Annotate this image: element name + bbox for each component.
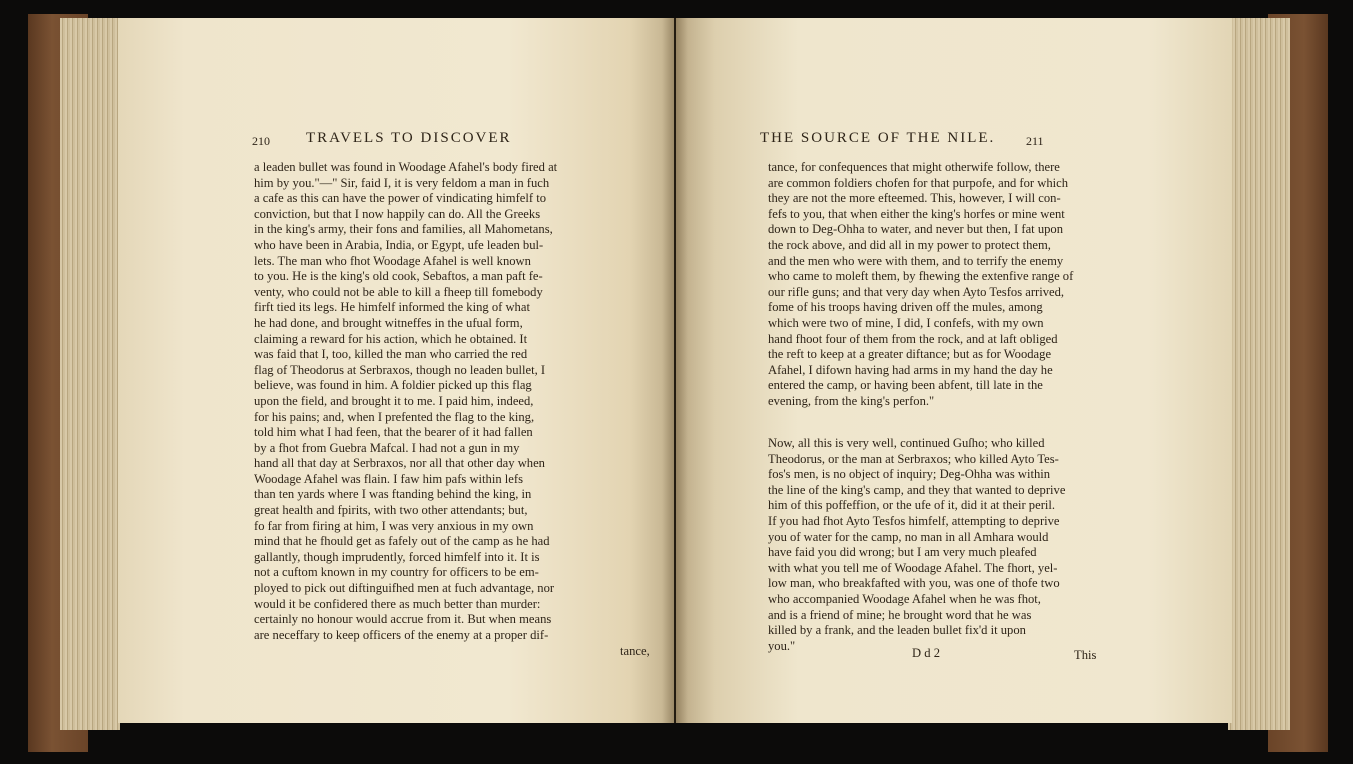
text-line: claiming a reward for his action, which he obtained. It xyxy=(254,331,528,346)
text-line: which were two of mine, I did, I confefs, with my own xyxy=(768,315,1044,330)
right-page xyxy=(676,18,1232,723)
text-line: who have been in Arabia, India, or Egypt, ufe leaden bul- xyxy=(254,237,544,252)
text-line: fos's men, is no object of inquiry; Deg-Ohha was within xyxy=(768,467,1051,482)
text-line: not a cuftom known in my country for officers to be em- xyxy=(254,565,539,580)
left-page xyxy=(118,18,674,723)
text-line: you." xyxy=(768,638,796,653)
text-line: a cafe as this can have the power of vindicating himfelf to xyxy=(254,191,546,206)
text-line: killed by a frank, and the leaden bullet fix'd it upon xyxy=(768,623,1026,638)
text-line: in the king's army, their fons and families, all Mahometans, xyxy=(254,222,553,237)
text-line: have faid you did wrong; but I am very much pleafed xyxy=(768,545,1037,560)
text-line: him by you."—" Sir, faid I, it is very feldom a man in fuch xyxy=(254,175,550,190)
text-line: you of water for the camp, no man in all Amhara would xyxy=(768,529,1049,544)
text-line: who came to moleft them, by fhewing the extenfive range of xyxy=(768,269,1074,284)
left-page-number: 210 xyxy=(252,134,270,148)
left-running-head: TRAVELS TO DISCOVER xyxy=(306,130,512,146)
text-line: they are not the more efteemed. This, however, I will con- xyxy=(768,191,1061,206)
left-body-text xyxy=(254,160,666,643)
text-line: firft tied its legs. He himfelf informed the king of what xyxy=(254,300,530,315)
page-edges-right xyxy=(1228,18,1290,730)
text-line: him of this poffeffion, or the ufe of it, did it at their peril. xyxy=(768,498,1056,513)
text-line: tance, for confequences that might otherwife follow, there xyxy=(768,160,1060,174)
text-line: hand all that day at Serbraxos, nor all that other day when xyxy=(254,456,545,471)
page-edges-left xyxy=(60,18,120,730)
text-line: Afahel, I difown having had arms in my hand the day he xyxy=(768,362,1053,377)
right-catchword: This xyxy=(1074,648,1097,662)
text-line: he had done, and brought witneffes in the ufual form, xyxy=(254,315,523,330)
text-line: venty, who could not be able to kill a fheep till fomebody xyxy=(254,284,543,299)
book-gutter xyxy=(662,18,688,723)
text-line: to you. He is the king's old cook, Sebaftos, a man paft fe- xyxy=(254,269,543,284)
text-line: the rock above, and did all in my power to protect them, xyxy=(768,237,1051,252)
text-line: a leaden bullet was found in Woodage Afahel's body fired at xyxy=(254,160,558,174)
text-line: would it be confidered there as much better than murder: xyxy=(254,596,541,611)
right-page-number: 211 xyxy=(1026,134,1044,148)
text-line: certainly no honour would accrue from it. But when means xyxy=(254,612,552,627)
left-catchword: tance, xyxy=(620,644,650,658)
text-line: hand fhoot four of them from the rock, and at laft obliged xyxy=(768,331,1058,346)
text-line: Theodorus, or the man at Serbraxos; who killed Ayto Tes- xyxy=(768,451,1059,466)
text-line: told him what I had feen, that the bearer of it had fallen xyxy=(254,425,533,440)
text-line: our rifle guns; and that very day when Ayto Tesfos arrived, xyxy=(768,284,1065,299)
text-line: gallantly, though imprudently, forced himfelf into it. It is xyxy=(254,549,540,564)
text-line: great health and fpirits, with two other attendants; but, xyxy=(254,503,528,518)
text-line: fome of his troops having driven off the mules, among xyxy=(768,300,1043,315)
text-line: and is a friend of mine; he brought word that he was xyxy=(768,607,1032,622)
text-line: entered the camp, or having been abfent, till late in the xyxy=(768,378,1043,393)
text-line: the line of the king's camp, and they that wanted to deprive xyxy=(768,482,1066,497)
text-line: upon the field, and brought it to me. I paid him, indeed, xyxy=(254,393,534,408)
text-line: are common foldiers chofen for that purpofe, and for which xyxy=(768,175,1069,190)
right-body-paragraph-1 xyxy=(768,160,1098,410)
text-line: ployed to pick out diftinguifhed men at fuch advantage, nor xyxy=(254,581,555,596)
text-line: Now, all this is very well, continued Guſho; who killed xyxy=(768,436,1045,450)
text-line: low man, who breakfafted with you, was one of thofe two xyxy=(768,576,1060,591)
text-line: who accompanied Woodage Afahel when he was fhot, xyxy=(768,591,1041,606)
text-line: believe, was found in him. A foldier picked up this flag xyxy=(254,378,532,393)
text-line: conviction, but that I now happily can do. All the Greeks xyxy=(254,206,541,221)
text-line: evening, from the king's perfon." xyxy=(768,393,935,408)
right-body-paragraph-2 xyxy=(768,436,1098,654)
signature-mark: D d 2 xyxy=(912,646,940,660)
text-line: fo far from firing at him, I was very anxious in my own xyxy=(254,518,534,533)
text-line: than ten yards where I was ftanding behind the king, in xyxy=(254,487,532,502)
text-line: mind that he fhould get as fafely out of the camp as he had xyxy=(254,534,550,549)
text-line: lets. The man who fhot Woodage Afahel is well known xyxy=(254,253,531,268)
text-line: with what you tell me of Woodage Afahel. The fhort, yel- xyxy=(768,560,1058,575)
text-line: fefs to you, that when either the king's horfes or mine went xyxy=(768,206,1065,221)
right-running-head: THE SOURCE OF THE NILE. xyxy=(760,130,996,146)
text-line: by a fhot from Guebra Mafcal. I had not a gun in my xyxy=(254,440,520,455)
text-line: was faid that I, too, killed the man who carried the red xyxy=(254,347,528,362)
text-line: flag of Theodorus at Serbraxos, though no leaden bullet, I xyxy=(254,362,546,377)
text-line: for his pains; and, when I prefented the flag to the king, xyxy=(254,409,535,424)
text-line: down to Deg-Ohha to water, and never but then, I fat upon xyxy=(768,222,1064,237)
text-line: are neceffary to keep officers of the enemy at a proper dif- xyxy=(254,627,549,642)
text-line: Woodage Afahel was flain. I faw him pafs within lefs xyxy=(254,471,523,486)
text-line: and the men who were with them, and to terrify the enemy xyxy=(768,253,1064,268)
text-line: the reft to keep at a greater diftance; but as for Woodage xyxy=(768,347,1052,362)
text-line: If you had fhot Ayto Tesfos himfelf, attempting to deprive xyxy=(768,513,1060,528)
